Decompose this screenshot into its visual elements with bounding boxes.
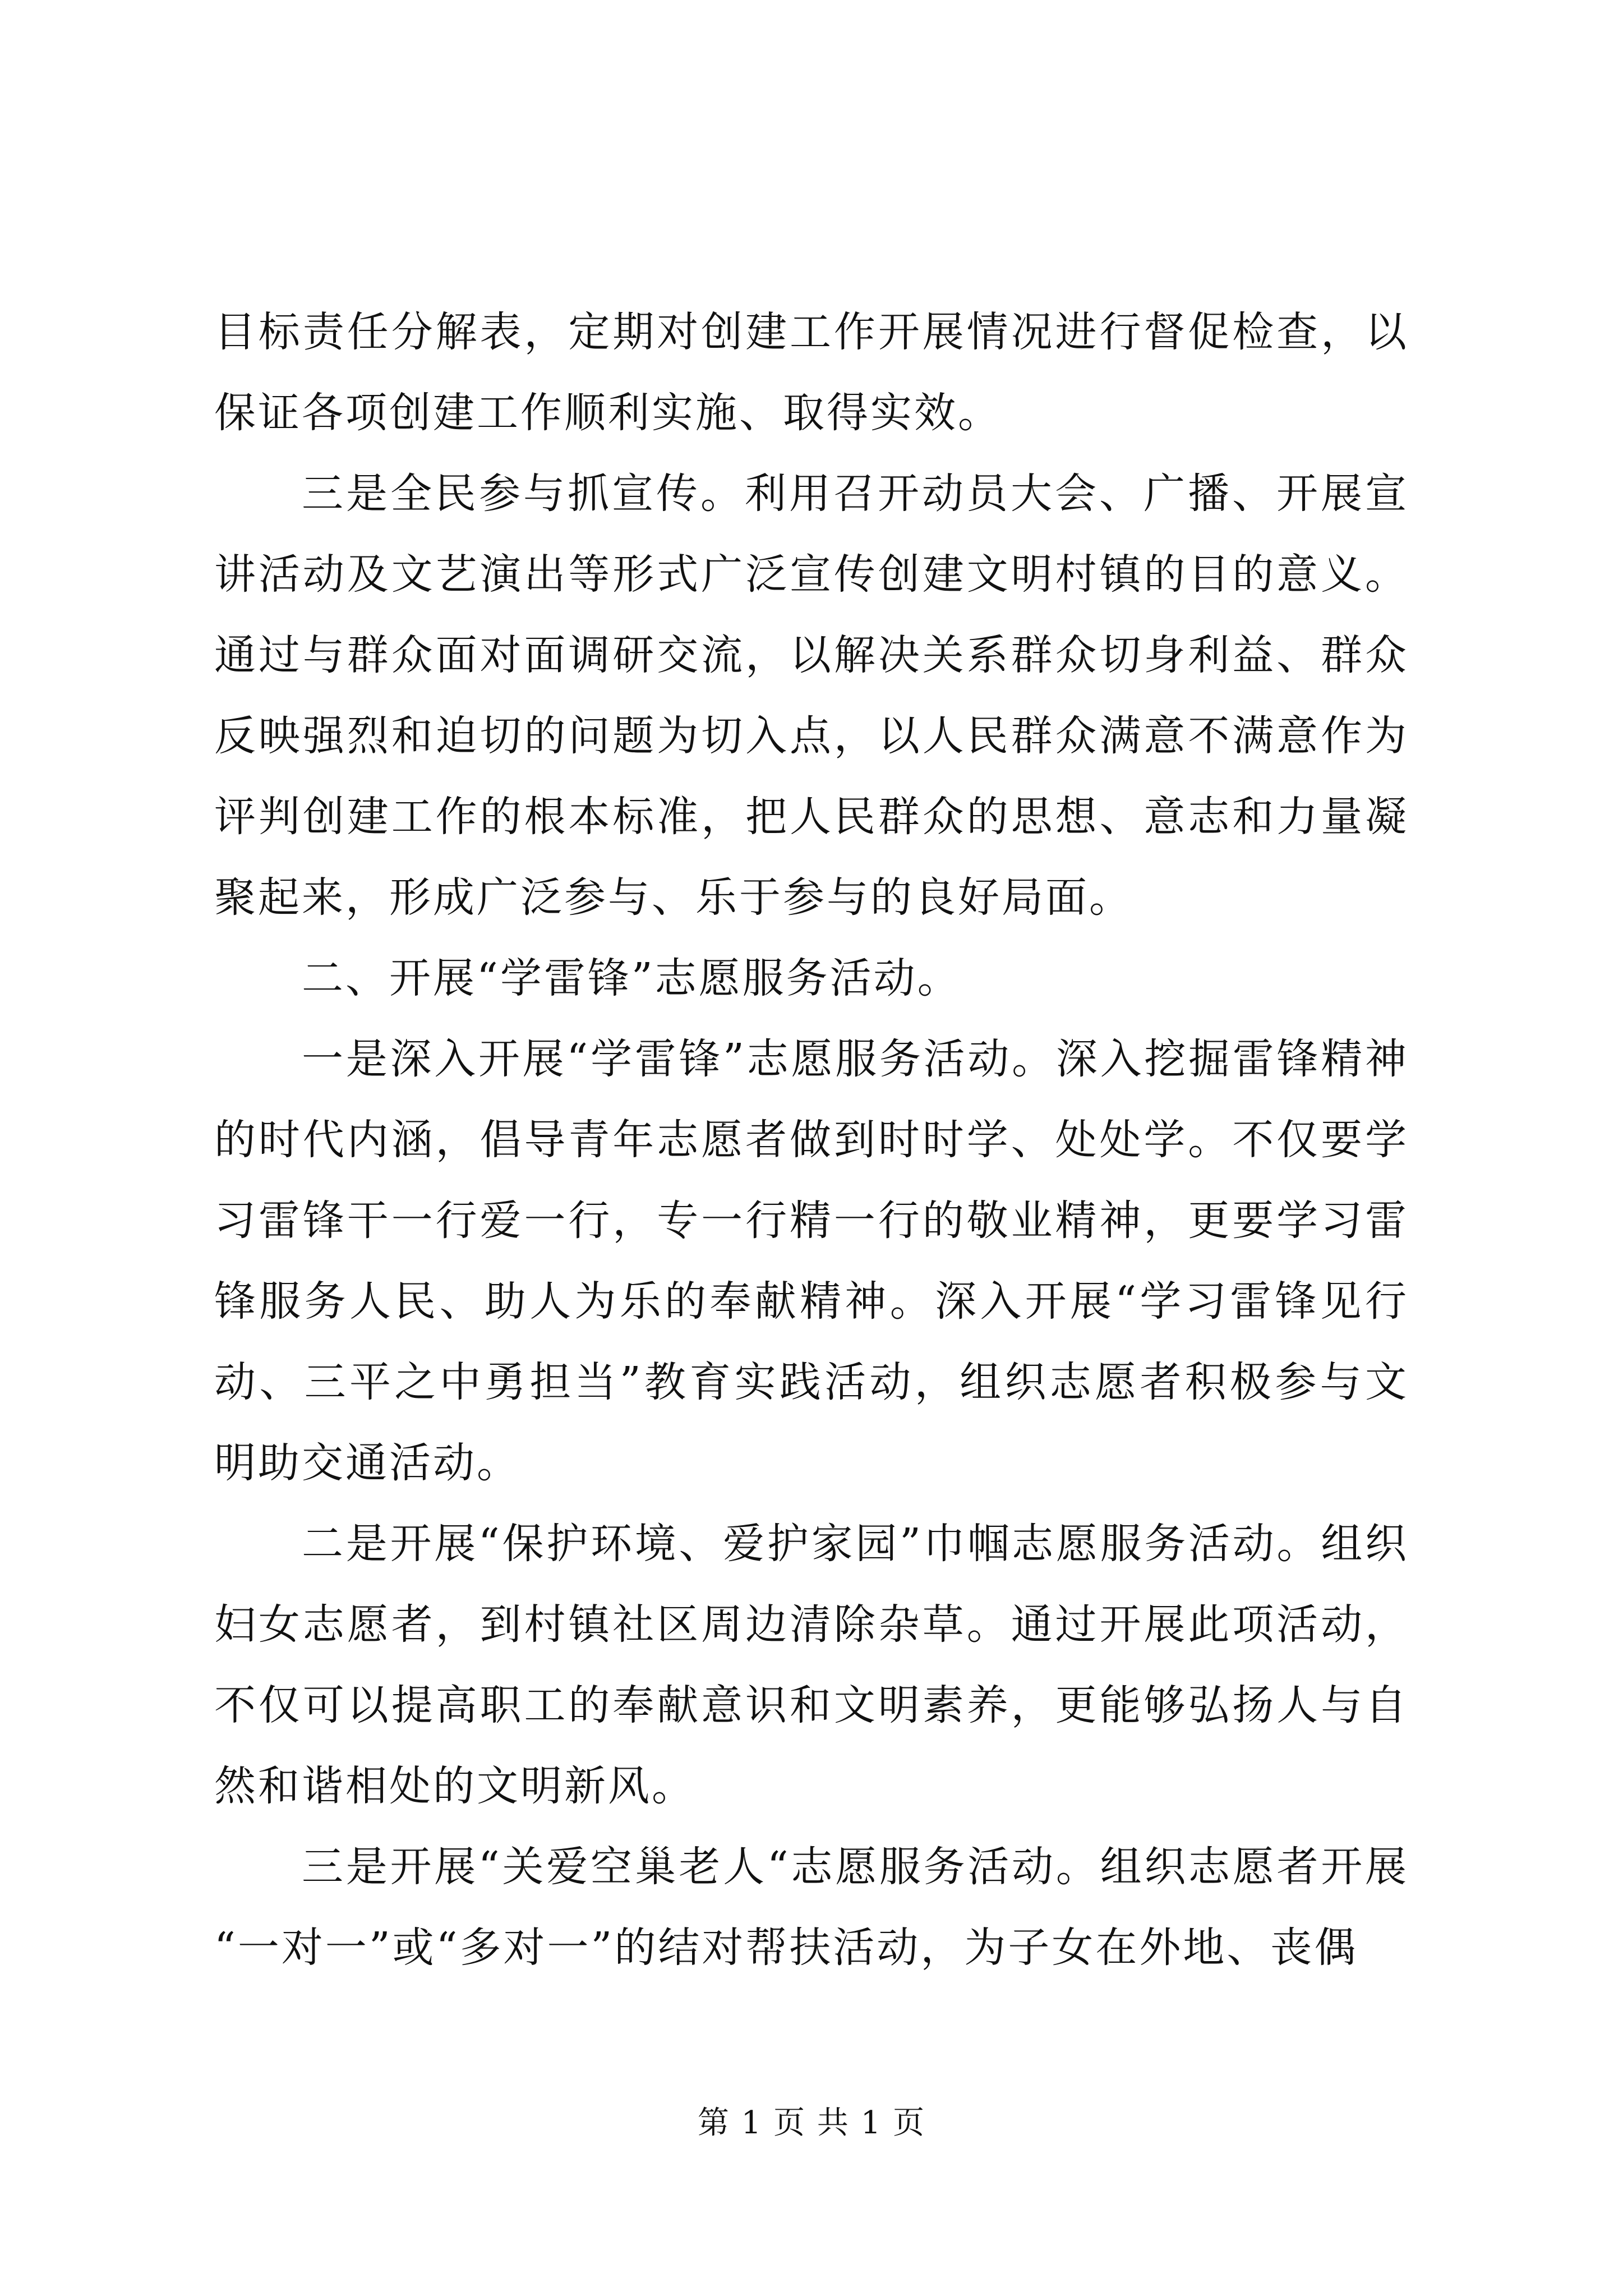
paragraph-environment: 二是开展“保护环境、爱护家园”巾帼志愿服务活动。组织妇女志愿者，到村镇社区周边清除杂草。通过开展此项活动，不仅可以提高职工的奉献意识和文明素养，更能够弘扬人与自然和谐相处的文明新风。 (214, 1520, 1409, 1810)
paragraph-continuation: 目标责任分解表，定期对创建工作开展情况进行督促检查，以保证各项创建工作顺利实施、取得实效。 (214, 308, 1409, 437)
paragraph-publicity: 三是全民参与抓宣传。利用召开动员大会、广播、开展宣讲活动及文艺演出等形式广泛宣传创建文明村镇的目的意义。通过与群众面对面调研交流，以解决关系群众切身利益、群众反映强烈和迫切的问题为切入点，以人民群众满意不满意作为评判创建工作的根本标准，把人民群众的思想、意志和力量凝聚起来，形成广泛参与、乐于参与的良好局面。 (214, 470, 1409, 922)
paragraph-lei-feng: 一是深入开展“学雷锋”志愿服务活动。深入挖掘雷锋精神的时代内涵，倡导青年志愿者做到时时学、处处学。不仅要学习雷锋干一行爱一行，专一行精一行的敬业精神，更要学习雷锋服务人民、助人为乐的奉献精神。深入开展“学习雷锋见行动、三平之中勇担当”教育实践活动，组织志愿者积极参与文明助交通活动。 (214, 1035, 1409, 1487)
document-body (214, 292, 1409, 1988)
paragraph-elderly-care: 三是开展“关爱空巢老人“志愿服务活动。组织志愿者开展“一对一”或“多对一”的结对帮扶活动，为子女在外地、丧偶 (214, 1843, 1409, 1972)
section-heading-volunteer: 二、开展“学雷锋”志愿服务活动。 (302, 954, 961, 1002)
page-number-footer: 第 1 页 共 1 页 (697, 2105, 926, 2141)
